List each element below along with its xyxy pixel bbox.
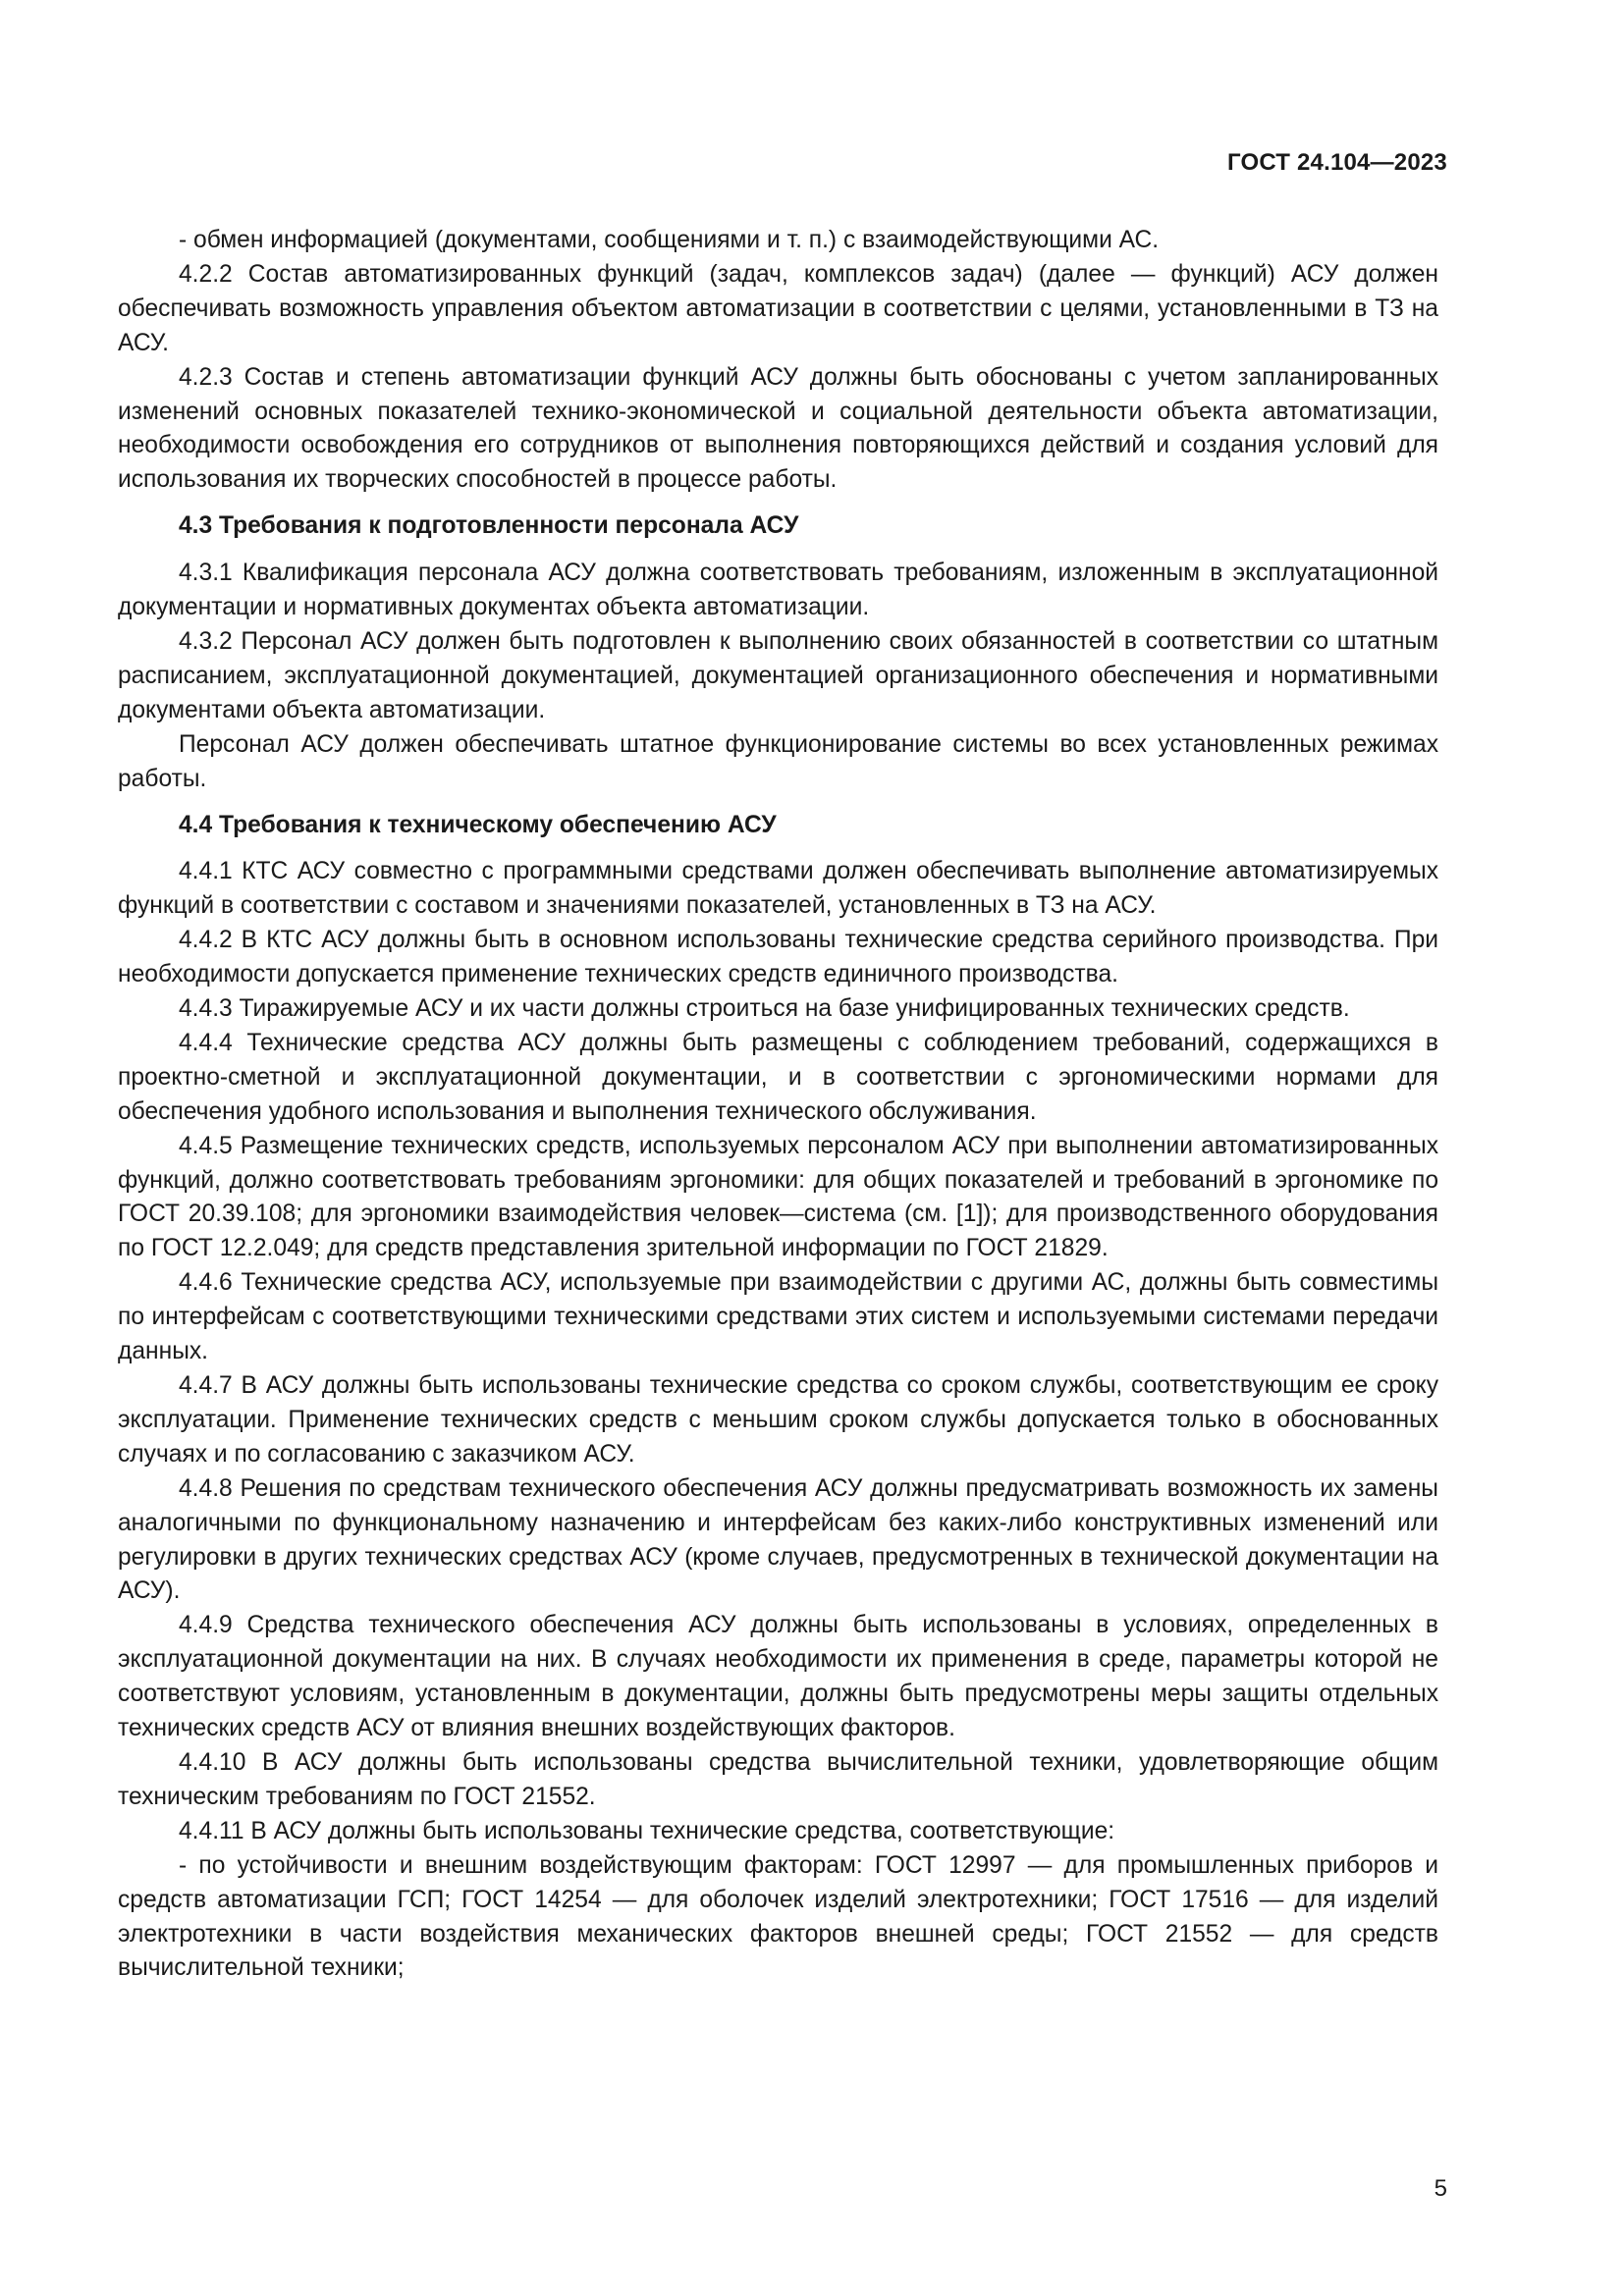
- paragraph-4-4-4: 4.4.4 Технические средства АСУ должны быть размещены с соблюдением требований, содержащихся в проектно-сметной и эксплуатационной документации, и в соответствии с эргономическими нормами для обеспечения удобного использования и выполнения технического обслуживания.: [118, 1029, 1438, 1125]
- section-heading-4-4: 4.4 Требования к техническому обеспечению АСУ: [179, 811, 777, 838]
- paragraph-4-2-2: 4.2.2 Состав автоматизированных функций (задач, комплексов задач) (далее — функций) АСУ должен обеспечивать возможность управления объектом автоматизации в соответствии с целями, установленными в ТЗ на АСУ.: [118, 260, 1438, 356]
- paragraph-4-4-10: 4.4.10 В АСУ должны быть использованы средства вычислительной техники, удовлетворяющие общим техническим требованиям по ГОСТ 21552.: [118, 1748, 1438, 1810]
- paragraph-stability-list-item: - по устойчивости и внешним воздействующим факторам: ГОСТ 12997 — для промышленных приборов и средств автоматизации ГСП; ГОСТ 14254 — для оболочек изделий электротехники; ГОСТ 17516 — для изделий электротехники в части воздействия механических факторов внешней среды; ГОСТ 21552 — для средств вычислительной техники;: [118, 1851, 1438, 1982]
- paragraph-4-4-8: 4.4.8 Решения по средствам технического обеспечения АСУ должны предусматривать возможность их замены аналогичными по функциональному назначению и интерфейсам без каких-либо конструктивных изменений или регулировки в других технических средствах АСУ (кроме случаев, предусмотренных в технической документации на АСУ).: [118, 1474, 1438, 1605]
- paragraph-4-4-6: 4.4.6 Технические средства АСУ, используемые при взаимодействии с другими АС, должны быть совместимы по интерфейсам с соответствующими техническими средствами этих систем и используемыми системами передачи данных.: [118, 1269, 1438, 1365]
- paragraph-4-4-2: 4.4.2 В КТС АСУ должны быть в основном использованы технические средства серийного производства. При необходимости допускается применение технических средств единичного производства.: [118, 927, 1438, 988]
- paragraph-4-4-11: 4.4.11 В АСУ должны быть использованы технические средства, соответствующие:: [179, 1817, 1115, 1844]
- paragraph-4-2-3: 4.2.3 Состав и степень автоматизации функций АСУ должны быть обоснованы с учетом запланированных изменений основных показателей технико-экономической и социальной деятельности объекта автоматизации, необходимости освобождения его сотрудников от выполнения повторяющихся действий и создания условий для использования их творческих способностей в процессе работы.: [118, 363, 1438, 494]
- paragraph-4-4-9: 4.4.9 Средства технического обеспечения АСУ должны быть использованы в условиях, определенных в эксплуатационной документации на них. В случаях необходимости их применения в среде, параметры которой не соответствуют условиям, установленным в документации, должны быть предусмотрены меры защиты отдельных технических средств АСУ от влияния внешних воздействующих факторов.: [118, 1612, 1438, 1742]
- paragraph-4-4-1: 4.4.1 КТС АСУ совместно с программными средствами должен обеспечивать выполнение автоматизируемых функций в соответствии с составом и значениями показателей, установленных в ТЗ на АСУ.: [118, 858, 1438, 920]
- paragraph-4-3-2: 4.3.2 Персонал АСУ должен быть подготовлен к выполнению своих обязанностей в соответствии со штатным расписанием, эксплуатационной документацией, документацией организационного обеспечения и нормативными документами объекта автоматизации.: [118, 627, 1438, 723]
- paragraph-4-4-3: 4.4.3 Тиражируемые АСУ и их части должны строиться на базе унифицированных технических средств.: [179, 995, 1350, 1023]
- paragraph-personnel: Персонал АСУ должен обеспечивать штатное функционирование системы во всех установленных режимах работы.: [118, 730, 1438, 792]
- page-number: 5: [1434, 2175, 1447, 2202]
- document-body: [118, 224, 1438, 1986]
- paragraph-4-4-5: 4.4.5 Размещение технических средств, используемых персоналом АСУ при выполнении автоматизированных функций, должно соответствовать требованиям эргономики: для общих показателей и требований в эргономике по ГОСТ 20.39.108; для эргономики взаимодействия человек—система (см. [1]); для производственного оборудования по ГОСТ 12.2.049; для средств представления зрительной информации по ГОСТ 21829.: [118, 1132, 1438, 1262]
- paragraph-4-4-7: 4.4.7 В АСУ должны быть использованы технические средства со сроком службы, соответствующим ее сроку эксплуатации. Применение технических средств с меньшим сроком службы допускается только в обоснованных случаях и по согласованию с заказчиком АСУ.: [118, 1372, 1438, 1468]
- document-header: ГОСТ 24.104—2023: [1226, 149, 1447, 176]
- paragraph-4-3-1: 4.3.1 Квалификация персонала АСУ должна соответствовать требованиям, изложенным в эксплуатационной документации и нормативных документах объекта автоматизации.: [118, 560, 1438, 621]
- section-heading-4-3: 4.3 Требования к подготовленности персонала АСУ: [179, 512, 799, 540]
- paragraph-exchange-info: - обмен информацией (документами, сообщениями и т. п.) с взаимодействующими АС.: [179, 227, 1160, 253]
